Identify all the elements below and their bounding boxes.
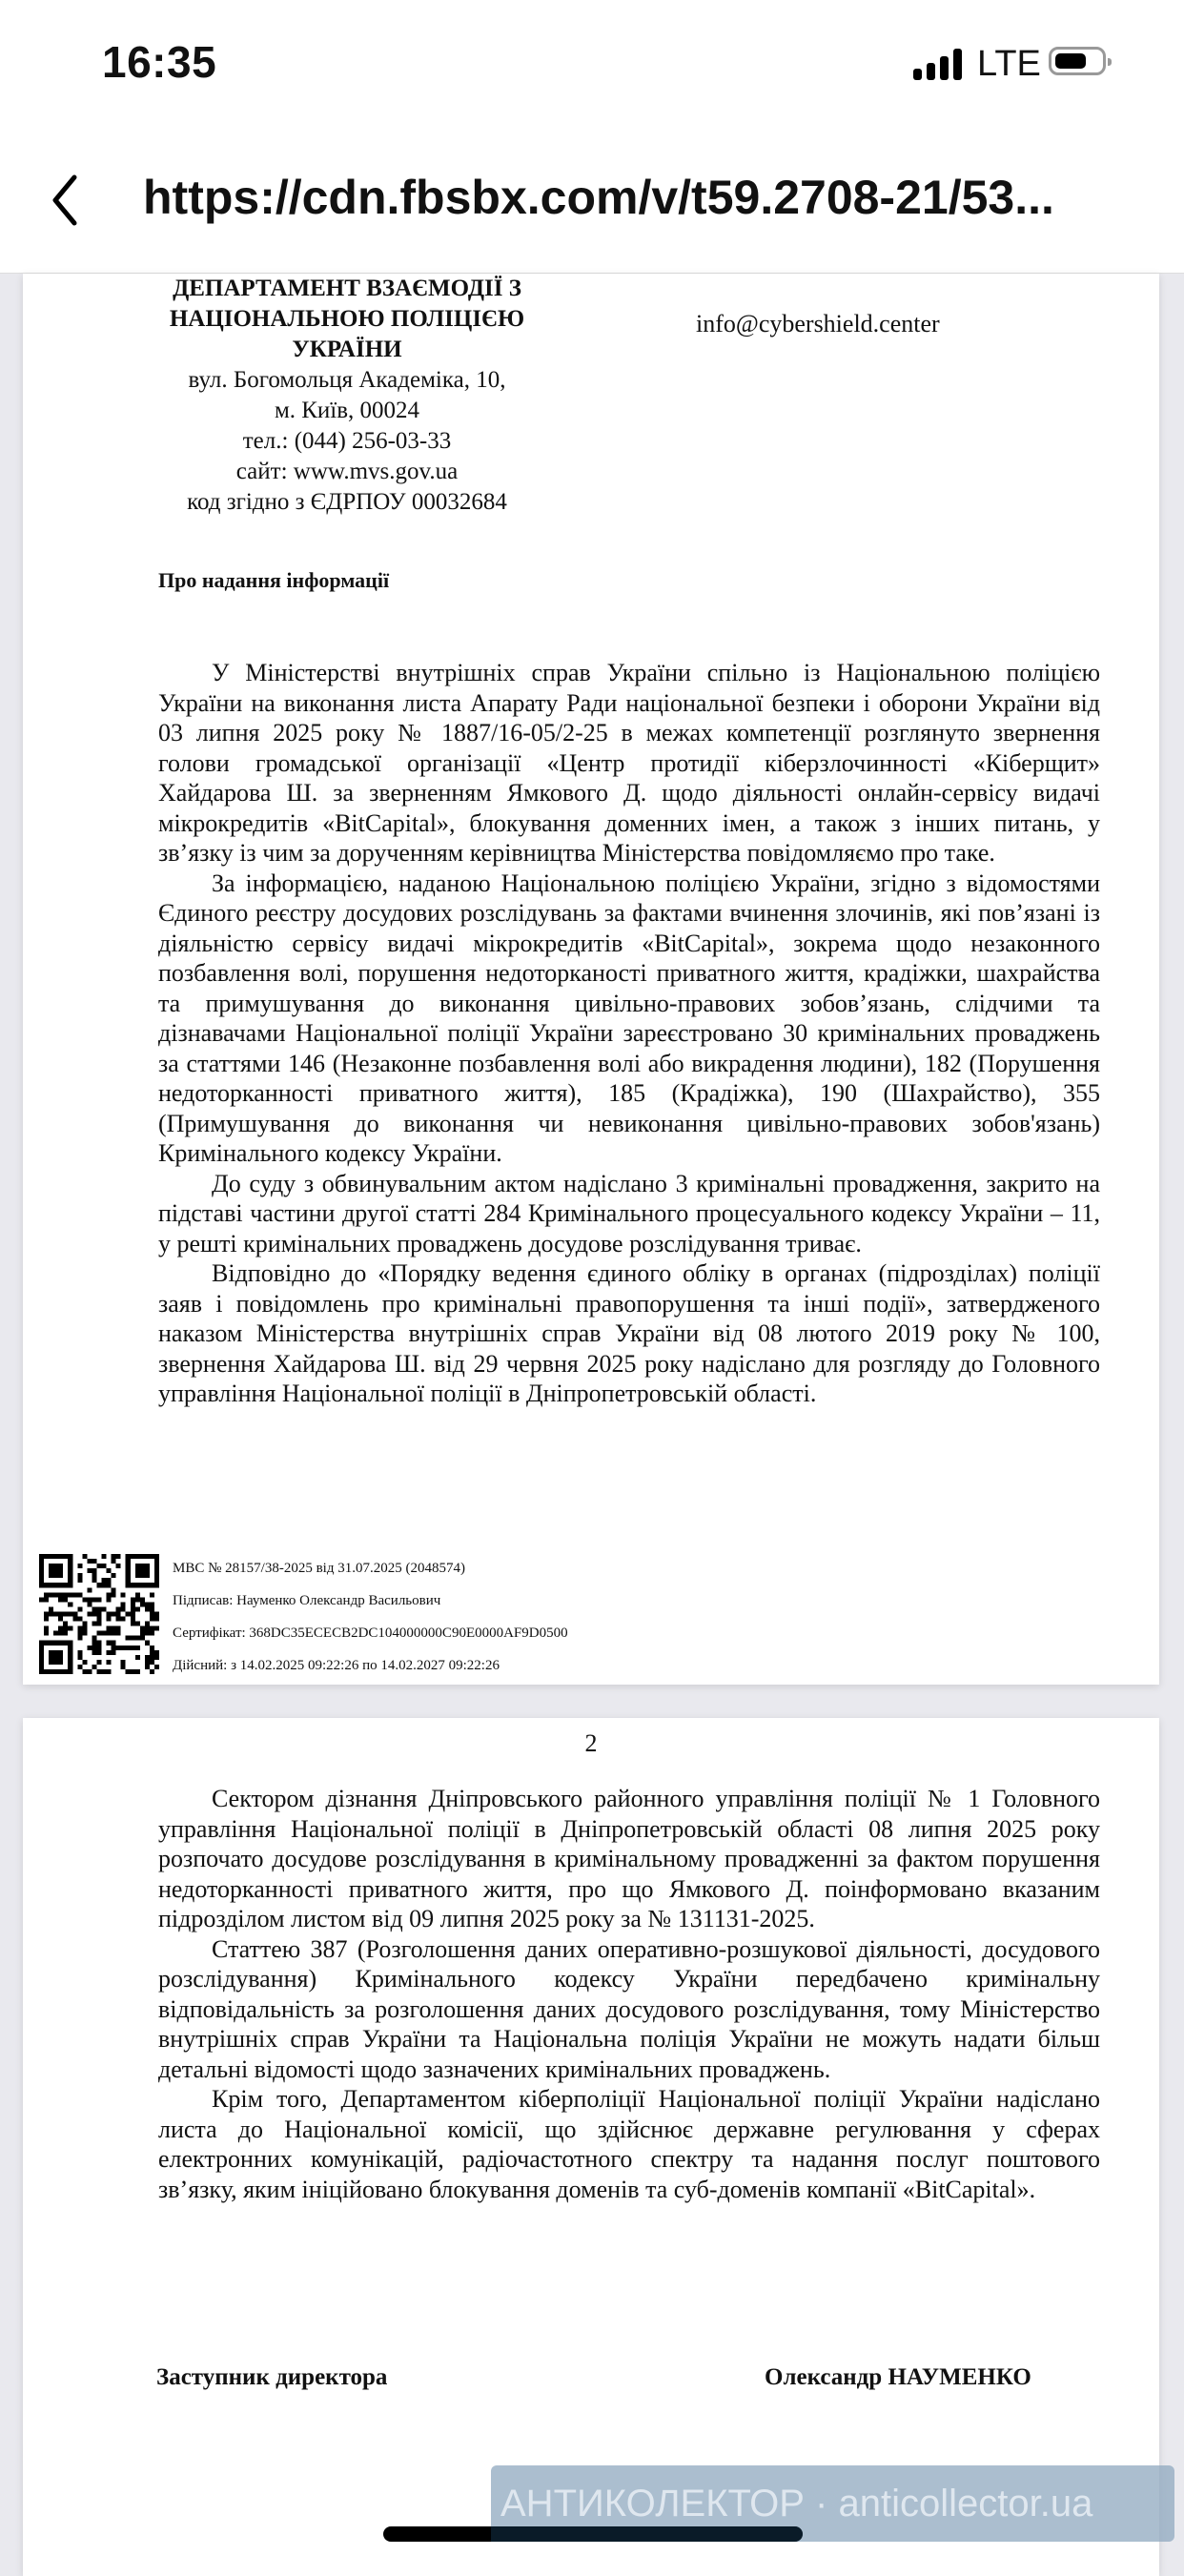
cellular-signal-icon xyxy=(913,48,965,80)
document-page-1 xyxy=(23,274,1159,1685)
sender-header xyxy=(166,274,528,518)
address-line-1: вул. Богомольця Академіка, 10, xyxy=(188,367,506,393)
page-number: 2 xyxy=(584,1729,598,1757)
document-page-2 xyxy=(23,1718,1159,2576)
certificate: Сертифікат: 368DC35ECECB2DC104000000C90E0000AF9D0500 xyxy=(173,1625,568,1641)
phone: тел.: (044) 256-03-33 xyxy=(242,428,452,454)
recipient-email: info@cybershield.center xyxy=(696,310,940,337)
paragraph: До суду з обвинувальним актом надіслано 3 кримінальні провадження, закрито на підставі частини другої статті 284 Кримінального процесуального кодексу України – 11, у решті кримінальних проваджень досудове розслідування триває. xyxy=(158,1169,1100,1257)
paragraph: Відповідно до «Порядку ведення єдиного обліку в органах (підрозділах) поліції заяв і повідомлень про кримінальні правопорушення та інші події», затвердженого наказом Міністерства внутрішніх справ України від 08 лютого 2019 року № 100, звернення Хайдарова Ш. від 29 червня 2025 року надіслано для розгляду до Головного управління Національної поліції в Дніпропетровській області. xyxy=(158,1259,1100,1407)
validity: Дійсний: з 14.02.2025 09:22:26 по 14.02.2027 09:22:26 xyxy=(173,1658,500,1673)
browser-url-bar xyxy=(0,133,1184,274)
home-indicator-overlap xyxy=(491,2526,803,2542)
letter-body-page-2 xyxy=(158,1784,1100,2204)
website: сайт: www.mvs.gov.ua xyxy=(235,459,459,484)
paragraph: За інформацією, наданою Національною поліцією України, згідно з відомостями Єдиного реєстру досудових розслідувань за фактами вчинення злочинів, які пов’язані із діяльністю сервісу видачі мікрокредитів «BitCapital», зокрема щодо незаконного позбавлення волі, порушення недоторканості приватного життя, крадіжки, шахрайства та примушування до виконання цивільно-правових зобов’язань, слідчими та дізнавачами Національної поліції України зареєстровано 30 кримінальних проваджень за статтями 146 (Незаконне позбавлення волі або викрадення людини), 182 (Порушення недоторканності приватного життя), 185 (Крадіжка), 190 (Шахрайство), 355 (Примушування до виконання чи невиконання цивільно-правових зобов'язань) Кримінального кодексу України. xyxy=(158,869,1100,1167)
battery-icon xyxy=(1049,47,1106,75)
signed-by: Підписав: Науменко Олександр Васильович xyxy=(173,1593,441,1608)
status-bar xyxy=(0,0,1184,133)
paragraph: У Міністерстві внутрішніх справ України спільно із Національною поліцією України на виконання листа Апарату Ради національної безпеки і оборони України від 03 липня 2025 року № 1887/16-05/2-25 в межах компетенції розглянуто звернення голови громадської організації «Центр протидії кіберзлочинності «Кіберщит» Хайдарова Ш. за зверненням Ямкового Д. щодо діяльності онлайн-сервісу видачі мікрокредитів «BitCapital», блокування доменних імен, а також з інших питань, у зв’язку із чим за дорученням керівництва Міністерства повідомляємо про таке. xyxy=(158,659,1100,867)
letter-subject: Про надання інформації xyxy=(158,568,390,592)
letter-body-page-1 xyxy=(158,658,1100,1409)
back-button[interactable] xyxy=(46,172,84,229)
clock: 16:35 xyxy=(102,37,217,87)
watermark-banner: АНТИКОЛЕКТОР · anticollector.ua xyxy=(491,2465,1174,2542)
signoff-name: Олександр НАУМЕНКО xyxy=(765,2364,1031,2390)
chevron-left-icon xyxy=(46,172,84,229)
dept-line-2: НАЦІОНАЛЬНОЮ ПОЛІЦІЄЮ УКРАЇНИ xyxy=(169,306,525,362)
url-text[interactable]: https://cdn.fbsbx.com/v/t59.2708-21/53... xyxy=(143,171,1054,224)
paragraph: Сектором дізнання Дніпровського районного управління поліції № 1 Головного управління Національної поліції в Дніпропетровській області 08 липня 2025 року розпочато досудове розслідування в кримінальному провадженні за фактом порушення недоторканності приватного життя, про що Ямкового Д. поінформовано вказаним підрозділом листом від 09 липня 2025 року за № 131131-2025. xyxy=(158,1785,1100,1932)
doc-number: МВС № 28157/38-2025 від 31.07.2025 (2048574) xyxy=(173,1561,465,1576)
paragraph: Статтею 387 (Розголошення даних оперативно-розшукової діяльності, досудового розслідування) Кримінального кодексу України передбачено кримінальну відповідальність за розголошення даних досудового розслідування, тому Міністерство внутрішніх справ України та Національна поліція України не можуть надати більш детальні відомості щодо зазначених кримінальних проваджень. xyxy=(158,1934,1100,2083)
network-type: LTE xyxy=(977,44,1041,84)
dept-line-1: ДЕПАРТАМЕНТ ВЗАЄМОДІЇ З xyxy=(173,276,521,301)
address-line-2: м. Київ, 00024 xyxy=(274,398,420,423)
qr-code-icon xyxy=(39,1554,159,1674)
edrpou-code: код згідно з ЄДРПОУ 00032684 xyxy=(187,489,507,515)
signoff-title: Заступник директора xyxy=(156,2364,388,2390)
paragraph: Крім того, Департаментом кіберполіції Національної поліції України надіслано листа до Національної комісії, що здійснює державне регулювання у сферах електронних комунікацій, радіочастотного спектру та надання послуг поштового зв’язку, яким ініційовано блокування доменів та суб-доменів компанії «BitCapital». xyxy=(158,2085,1100,2203)
